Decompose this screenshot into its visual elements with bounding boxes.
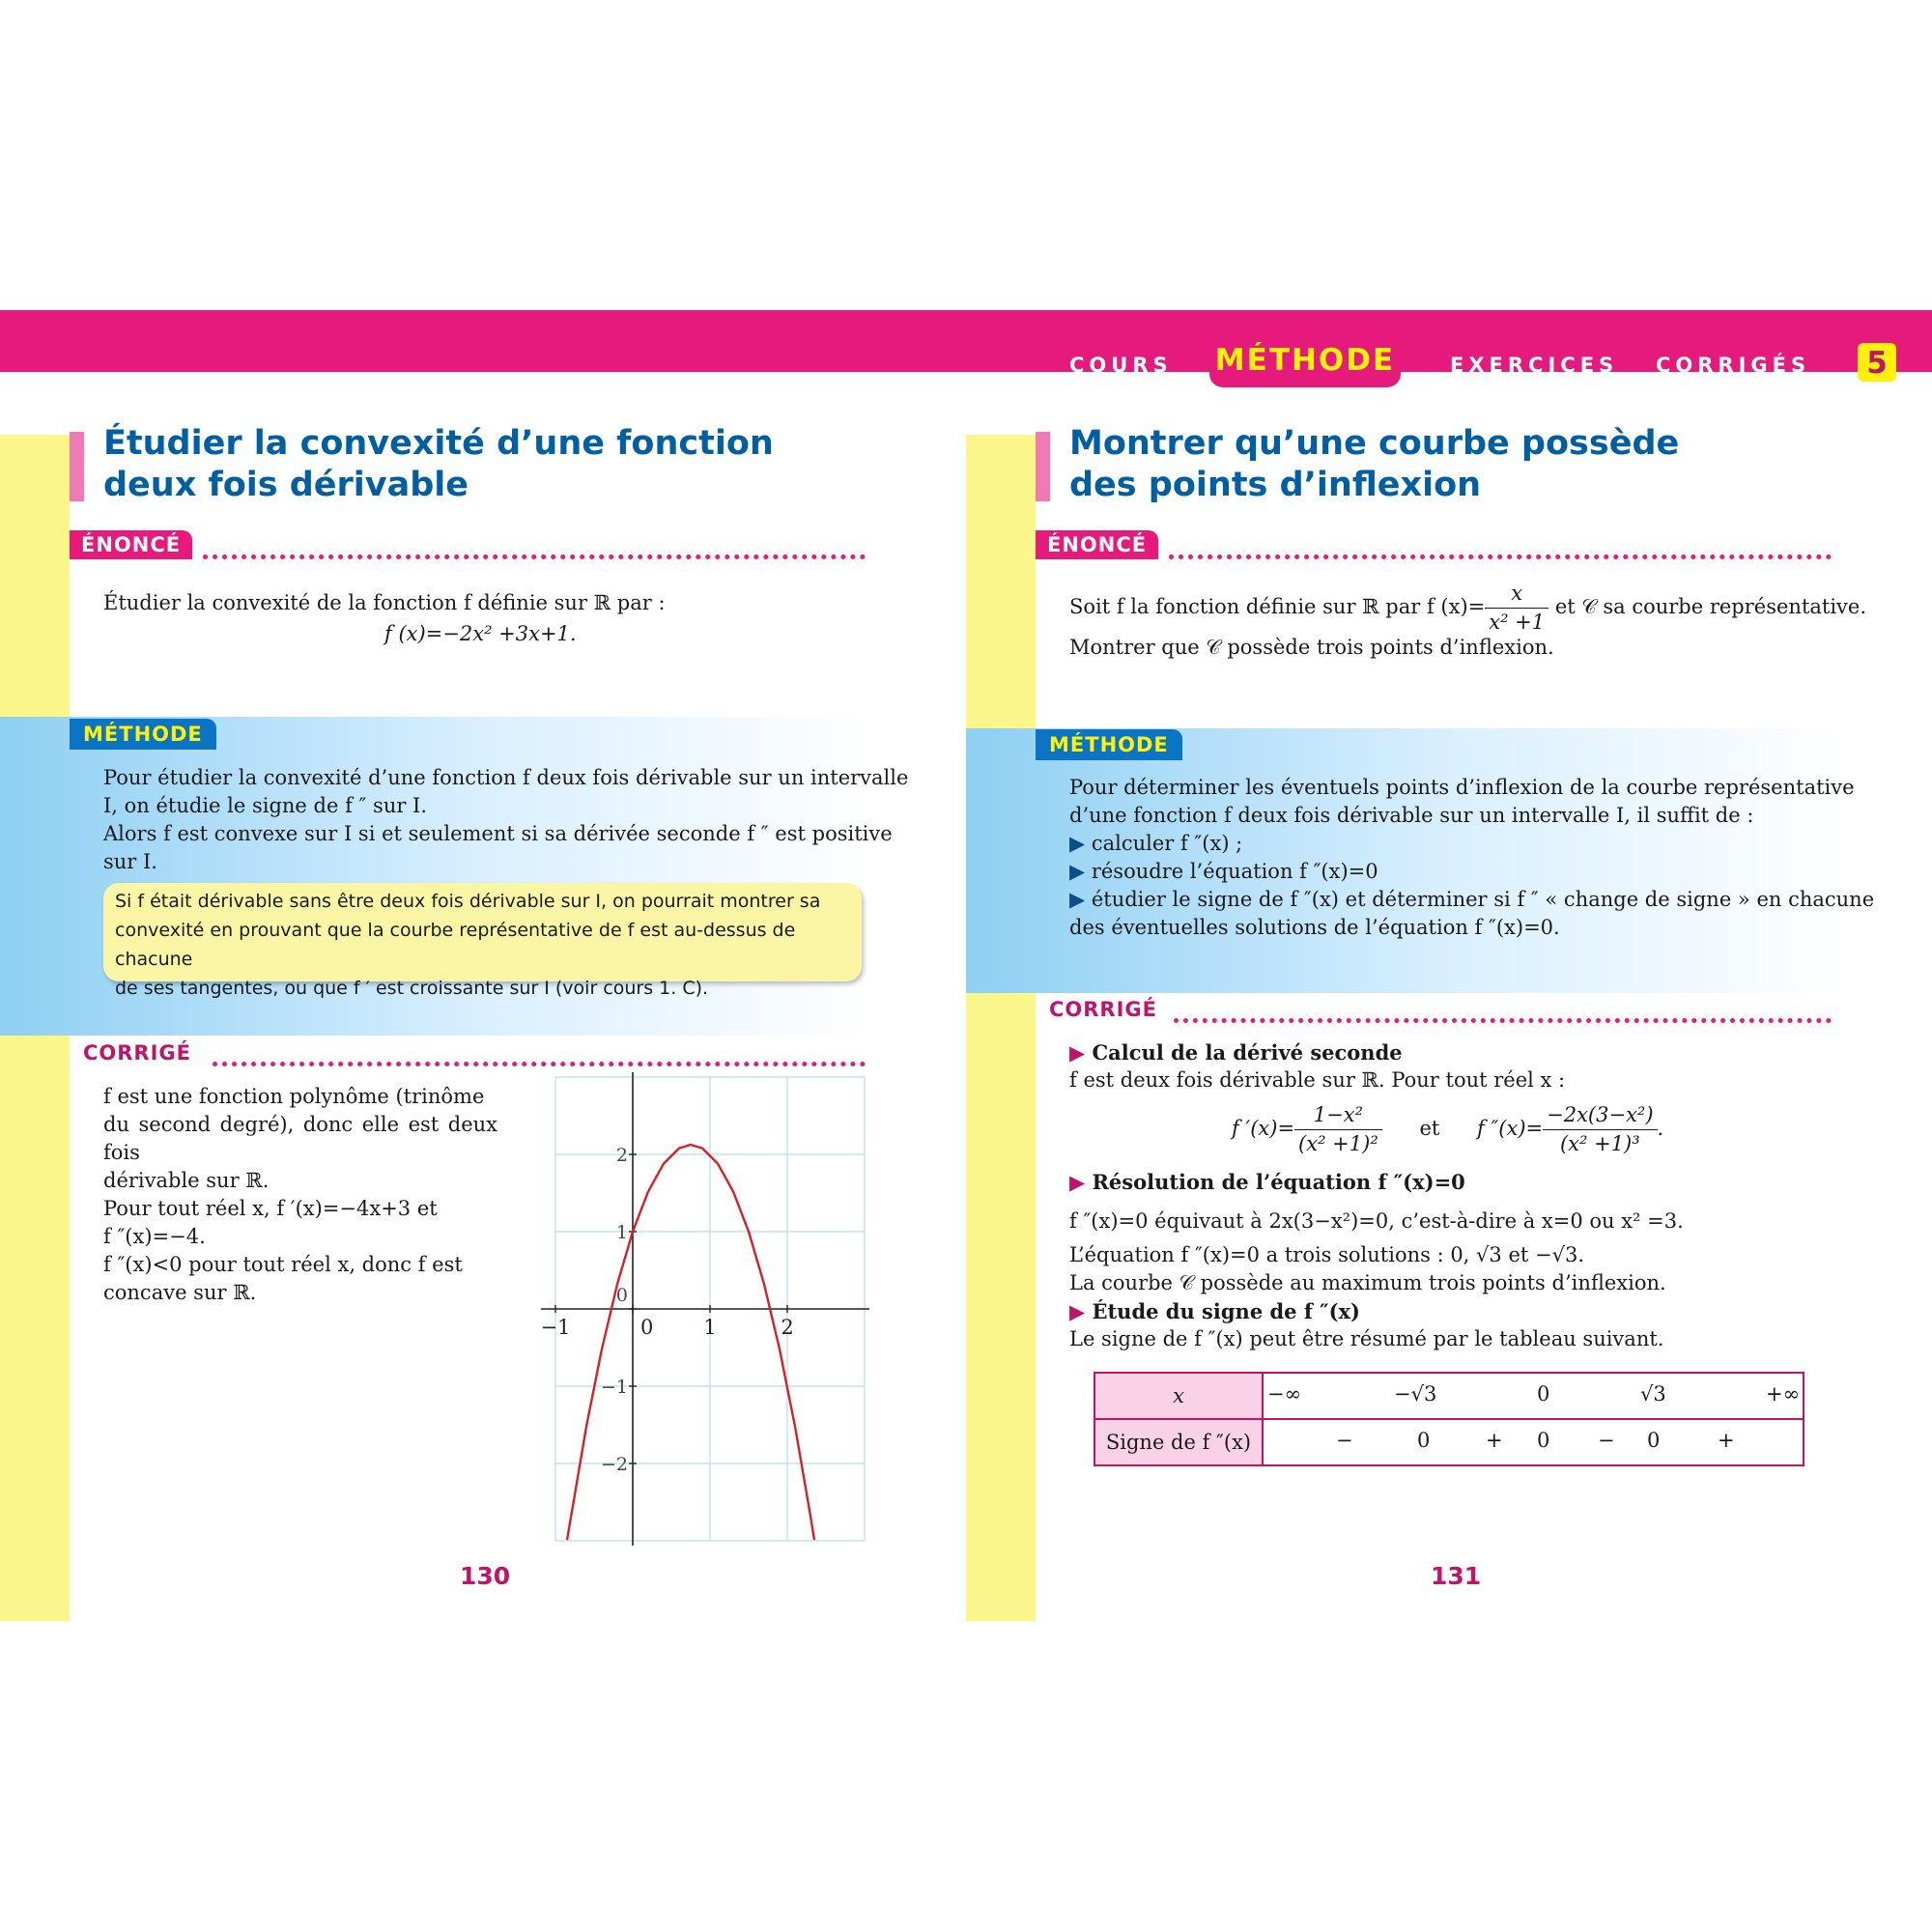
left-enonce-formula: f (x)=−2x² +3x+1.: [384, 622, 577, 645]
triangle-right-icon: ▶: [1069, 860, 1086, 883]
bullet-text: résoudre l’équation f ″(x)=0: [1091, 860, 1378, 883]
left-note-box: [103, 883, 862, 999]
parabola-curve: [567, 1145, 814, 1540]
chapter-badge: 5: [1858, 343, 1896, 382]
y-tick-label: −2: [600, 1454, 628, 1475]
left-enonce-tag: ÉNONCÉ: [70, 530, 192, 559]
nav-corriges[interactable]: CORRIGÉS: [1656, 354, 1811, 377]
table-row: [1094, 1373, 1804, 1419]
fpp-fraction: [1543, 1101, 1657, 1158]
table-value: 0: [1417, 1429, 1431, 1452]
table-cell-label: Signe de f ″(x): [1094, 1419, 1263, 1465]
table-value: 0: [1537, 1382, 1550, 1406]
right-methode-bullet1: [1069, 830, 1874, 858]
fraction-numerator: −2x(3−x²): [1543, 1101, 1657, 1130]
fpp-lhs: f ″(x)=: [1477, 1117, 1544, 1140]
left-title-line1: Étudier la convexité d’une fonction: [103, 424, 774, 463]
left-corrige-line: f est une fonction polynôme (trinôme: [103, 1085, 485, 1108]
left-methode-line1: Pour étudier la convexité d’une fonction f deux fois dérivable sur un intervalle: [103, 766, 909, 789]
right-enonce-post: et 𝒞 sa courbe représentative.: [1554, 595, 1867, 618]
left-page-number: 130: [460, 1562, 511, 1590]
bullet-text: étudier le signe de f ″(x) et déterminer si f ″ « change de signe » en chacune: [1091, 888, 1875, 911]
right-enonce-tag: ÉNONCÉ: [1036, 530, 1158, 559]
right-title-marker: [1036, 432, 1050, 501]
nav-methode[interactable]: [1209, 310, 1401, 387]
right-methode-line-last: des éventuelles solutions de l’équation f ″(x)=0.: [1069, 916, 1560, 939]
left-methode-line3: Alors f est convexe sur I si et seulement si sa dérivée seconde f ″ est positive: [103, 822, 893, 845]
table-value: 0: [1647, 1429, 1661, 1452]
left-title-line2: deux fois dérivable: [103, 466, 469, 504]
right-enonce-rule: [1169, 554, 1832, 559]
left-corrige-line: f ″(x)<0 pour tout réel x, donc f est: [103, 1253, 463, 1276]
x-tick-label: 0: [640, 1316, 654, 1339]
left-methode-line4: sur I.: [103, 850, 157, 873]
table-value: −∞: [1267, 1382, 1302, 1406]
triangle-right-icon: ▶: [1069, 1299, 1086, 1323]
fraction-denominator: x² +1: [1489, 611, 1546, 634]
table-row: [1094, 1419, 1804, 1465]
fp-fraction: [1294, 1101, 1382, 1158]
fpp-end: .: [1657, 1117, 1664, 1140]
heading-text: Résolution de l’équation f ″(x)=0: [1092, 1170, 1465, 1194]
table-value: +: [1486, 1429, 1503, 1452]
right-derivatives: [1232, 1101, 1663, 1158]
triangle-right-icon: ▶: [1069, 1170, 1086, 1194]
right-methode-bullet3: [1069, 886, 1874, 914]
right-methode-text: [1069, 774, 1874, 942]
right-enonce-pre: Soit f la fonction définie sur ℝ par f (x)=: [1069, 595, 1486, 618]
bullet-text: calculer f ″(x) ;: [1091, 832, 1243, 855]
right-corrige-c4: La courbe 𝒞 possède au maximum trois points d’inflexion.: [1069, 1271, 1666, 1294]
left-note-line1: Si f était dérivable sans être deux fois dérivable sur I, on pourrait montrer sa: [115, 891, 821, 912]
left-methode-text: [103, 764, 908, 876]
right-corrige-tag: CORRIGÉ: [1036, 994, 1171, 1025]
triangle-right-icon: ▶: [1069, 832, 1086, 855]
table-value: −√3: [1394, 1382, 1437, 1406]
fraction-denominator: (x² +1)²: [1298, 1132, 1378, 1155]
right-methode-tag: MÉTHODE: [1036, 729, 1182, 760]
nav-methode-label: MÉTHODE: [1214, 343, 1396, 378]
table-value: −: [1336, 1429, 1353, 1452]
right-enonce-fraction: [1485, 580, 1548, 637]
right-corrige-c5: Le signe de f ″(x) peut être résumé par le tableau suivant.: [1069, 1327, 1664, 1350]
table-cell-label: x: [1094, 1373, 1263, 1419]
fraction-denominator: (x² +1)³: [1559, 1132, 1640, 1155]
right-methode-bullet2: [1069, 858, 1874, 886]
right-page-number: 131: [1431, 1562, 1482, 1590]
x-tick-label: −1: [541, 1316, 571, 1339]
triangle-right-icon: ▶: [1069, 888, 1086, 911]
table-value: +: [1718, 1429, 1735, 1452]
right-heading-3: [1069, 1297, 1360, 1325]
left-corrige-line: dérivable sur ℝ.: [103, 1169, 270, 1192]
left-corrige-line: f ″(x)=−4.: [103, 1225, 206, 1248]
sign-table: [1094, 1372, 1804, 1466]
right-heading-2: [1069, 1168, 1465, 1196]
fp-lhs: f ′(x)=: [1232, 1117, 1295, 1140]
right-methode-line1: Pour déterminer les éventuels points d’inflexion de la courbe représentative: [1069, 776, 1855, 799]
right-title-line1: Montrer qu’une courbe possède: [1069, 424, 1680, 463]
heading-text: Calcul de la dérivé seconde: [1092, 1040, 1403, 1065]
left-corrige-line: Pour tout réel x, f ′(x)=−4x+3 et: [103, 1197, 438, 1220]
parabola-graph: [541, 1072, 869, 1546]
table-cell-values: [1263, 1373, 1804, 1419]
right-corrige-rule: [1174, 1018, 1832, 1023]
right-title: [1069, 423, 1679, 506]
x-tick-label: 1: [703, 1316, 717, 1339]
x-tick-label: 2: [781, 1316, 794, 1339]
left-corrige-line: concave sur ℝ.: [103, 1281, 257, 1304]
right-methode-line2: d’une fonction f deux fois dérivable sur un intervalle I, il suffit de :: [1069, 804, 1754, 827]
header-band: [0, 310, 1932, 372]
right-enonce-text: [1069, 580, 1866, 637]
left-methode-line2: I, on étudie le signe de f ″ sur I.: [103, 794, 428, 817]
left-note-line3: de ses tangentes, ou que f ′ est croissante sur I (voir cours 1. C).: [115, 978, 709, 999]
fraction-numerator: 1−x²: [1294, 1101, 1382, 1130]
table-cell-values: [1263, 1419, 1804, 1465]
left-title: [103, 423, 774, 506]
y-tick-label: 2: [615, 1145, 628, 1166]
nav-cours[interactable]: COURS: [1069, 354, 1173, 377]
left-title-marker: [70, 432, 84, 501]
table-value: +∞: [1766, 1382, 1801, 1406]
right-margin-strip: [966, 435, 1036, 1621]
right-enonce-line2: Montrer que 𝒞 possède trois points d’inflexion.: [1069, 636, 1554, 659]
y-tick-label: 0: [615, 1285, 628, 1306]
left-enonce-text: Étudier la convexité de la fonction f définie sur ℝ par :: [103, 591, 666, 614]
y-tick-label: 1: [615, 1222, 628, 1243]
left-corrige-tag: CORRIGÉ: [70, 1037, 205, 1068]
right-corrige-c2: f ″(x)=0 équivaut à 2x(3−x²)=0, c’est-à-dire à x=0 ou x² =3.: [1069, 1209, 1684, 1233]
left-note-line2: convexité en prouvant que la courbe représentative de f est au-dessus de chacune: [115, 920, 796, 970]
nav-exercices[interactable]: EXERCICES: [1450, 354, 1619, 377]
right-corrige-c1: f est deux fois dérivable sur ℝ. Pour tout réel x :: [1069, 1068, 1566, 1092]
left-methode-tag: MÉTHODE: [70, 719, 216, 750]
left-corrige-text: [103, 1083, 497, 1307]
y-tick-label: −1: [600, 1377, 628, 1398]
fraction-numerator: x: [1485, 580, 1548, 609]
right-title-line2: des points d’inflexion: [1069, 466, 1482, 504]
table-value: √3: [1640, 1382, 1666, 1406]
left-enonce-rule: [203, 554, 866, 559]
left-corrige-line: du second degré), donc elle est deux fois: [103, 1113, 497, 1164]
triangle-right-icon: ▶: [1069, 1040, 1086, 1065]
left-corrige-rule: [213, 1062, 866, 1066]
right-heading-1: [1069, 1038, 1403, 1066]
table-value: 0: [1537, 1429, 1550, 1452]
heading-text: Étude du signe de f ″(x): [1092, 1299, 1360, 1323]
right-corrige-c3: L’équation f ″(x)=0 a trois solutions : 0, √3 et −√3.: [1069, 1243, 1585, 1266]
table-value: −: [1598, 1429, 1615, 1452]
et-word: et: [1419, 1117, 1440, 1140]
